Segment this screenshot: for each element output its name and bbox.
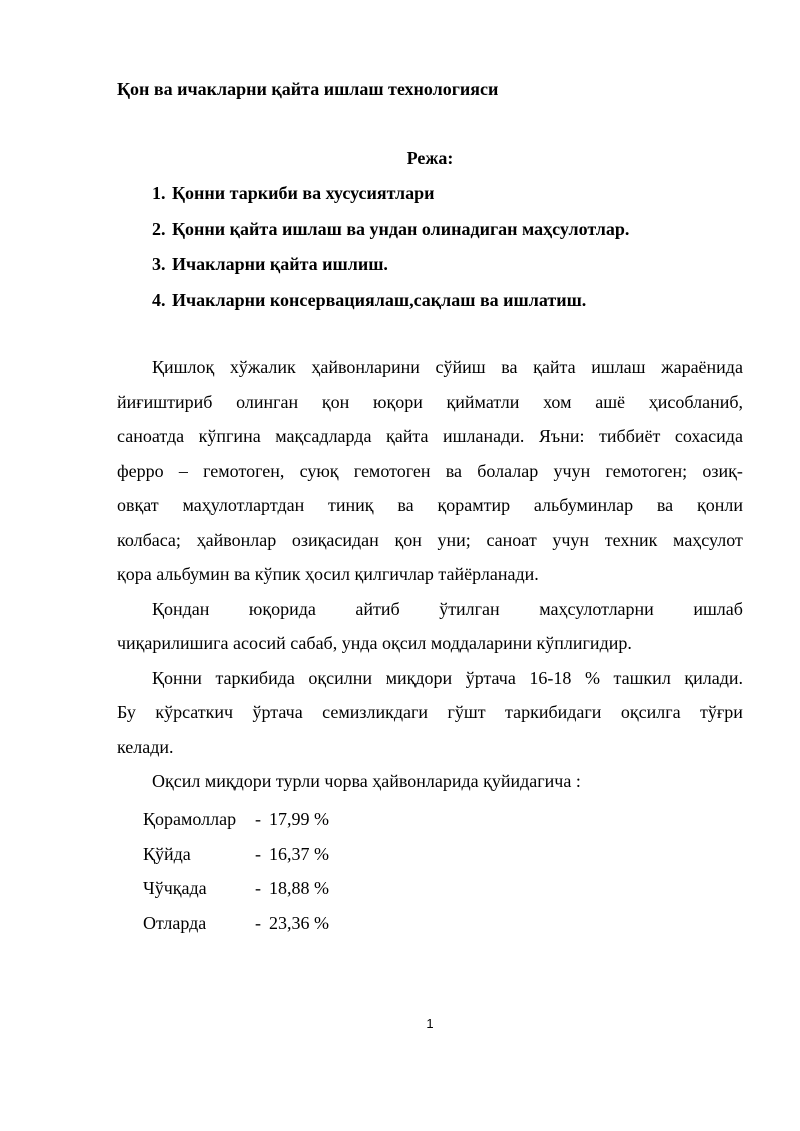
paragraph-line: Қонни таркибида оқсилни миқдори ўртача 16-18 % ташкил қилади.: [152, 667, 743, 688]
plan-item-text: Қонни қайта ишлаш ва ундан олинадиган маҳсулотлар.: [172, 218, 630, 239]
plan-item: [152, 252, 629, 288]
plan-item: [152, 181, 629, 217]
plan-heading: Режа:: [406, 148, 454, 168]
plan-item: [152, 288, 629, 324]
paragraph-line: чиқарилишига асосий сабаб, унда оқсил моддаларини кўплигидир.: [117, 633, 632, 653]
paragraph-line: Бу кўрсаткич ўртача семизликдаги гўшт таркибидаги оқсилга тўғри: [117, 702, 743, 722]
stat-animal: Қўйда: [143, 843, 191, 864]
paragraph-line: Қондан юқорида айтиб ўтилган маҳсулотларни ишлаб: [152, 598, 743, 619]
paragraph-protein-by-animal: [117, 764, 743, 799]
paragraph-line: ферро – гемотоген, суюқ гемотоген ва болалар учун гемотоген; озиқ-: [117, 460, 743, 481]
stat-animal: Чўчқада: [143, 878, 207, 898]
paragraph-line: келади.: [117, 736, 174, 757]
plan-item-text: Қонни таркиби ва хусусиятлари: [172, 183, 435, 203]
plan-list: [152, 181, 629, 323]
body-text: [117, 350, 743, 799]
stat-dash: -: [255, 843, 261, 864]
plan-item-text: Ичакларни консервациялаш,сақлаш ва ишлатиш.: [172, 289, 587, 310]
plan-item-number: 2.: [152, 218, 166, 239]
stat-dash: -: [255, 912, 261, 933]
paragraph-line: саноатда кўпгина мақсадларда қайта ишланади. Яъни: тиббиёт сохасида: [117, 426, 743, 446]
paragraph-protein-reason: [117, 592, 743, 661]
stat-row: [143, 837, 329, 872]
stat-dash: -: [255, 809, 261, 829]
stat-value: 17,99 %: [269, 809, 329, 829]
stat-animal: Отларда: [143, 912, 207, 933]
paragraph-line: Қишлоқ хўжалик ҳайвонларини сўйиш ва қайта ишлаш жараёнида: [152, 357, 743, 377]
paragraph-line: қора альбумин ва кўпик ҳосил қилгичлар тайёрланади.: [117, 564, 539, 584]
stat-row: [143, 871, 329, 906]
plan-item-number: 4.: [152, 289, 166, 310]
stat-value: 18,88 %: [269, 878, 329, 898]
paragraph-line: йиғиштириб олинган қон юқори қийматли хом ашё ҳисобланиб,: [117, 391, 743, 412]
paragraph-blood-uses: [117, 350, 743, 592]
plan-item-text: Ичакларни қайта ишлиш.: [172, 254, 388, 274]
stat-row: [143, 906, 329, 941]
protein-stats-list: [143, 802, 329, 940]
paragraph-line: овқат маҳулотлартдан тиниқ ва қорамтир альбуминлар ва қонли: [117, 495, 743, 515]
document-title: Қон ва ичакларни қайта ишлаш технологияси: [117, 79, 499, 99]
plan-item-number: 1.: [152, 183, 166, 203]
plan-item: [152, 217, 629, 253]
stat-value: 16,37 %: [269, 843, 329, 864]
stat-row: [143, 802, 329, 837]
paragraph-line: Оқсил миқдори турли чорва ҳайвонларида қуйидагича :: [152, 771, 581, 791]
page-number: 1: [426, 1016, 434, 1031]
paragraph-line: колбаса; ҳайвонлар озиқасидан қон уни; саноат учун техник маҳсулот: [117, 529, 743, 550]
stat-dash: -: [255, 878, 261, 898]
stat-animal: Қорамоллар: [143, 809, 237, 829]
paragraph-protein-content: [117, 661, 743, 765]
plan-item-number: 3.: [152, 254, 166, 274]
stat-value: 23,36 %: [269, 912, 329, 933]
